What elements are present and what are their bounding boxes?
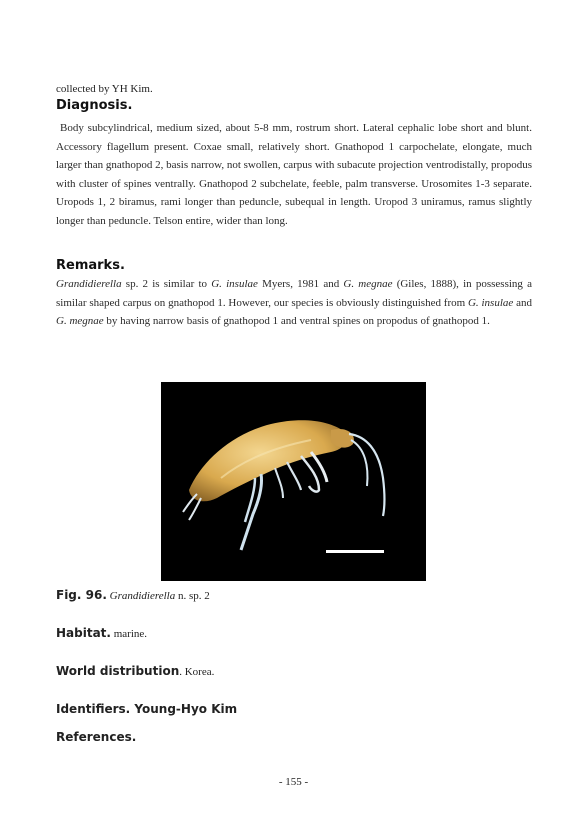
remarks-text-5: by having narrow basis of gnathopod 1 and ventral spines on propodus of gnathopod 1. — [103, 315, 490, 328]
identifiers-line — [56, 702, 237, 716]
distribution-line — [56, 664, 214, 678]
figure-caption-rest: n. sp. 2 — [175, 590, 210, 602]
species-name: G. insulae — [467, 296, 514, 309]
remarks-heading: Remarks. — [56, 258, 125, 273]
references-label: References. — [56, 730, 137, 744]
identifiers-label: Identifiers. Young-Hyo Kim — [56, 702, 238, 716]
diagnosis-heading: Diagnosis. — [56, 98, 133, 113]
amphipod-illustration — [161, 382, 426, 581]
page-number: - 155 - — [278, 776, 309, 788]
diagnosis-paragraph: Body subcylindrical, medium sized, about 5-8 mm, rostrum short. Lateral cephalic lobe short and blunt. Accessory flagellum present. Coxae small, relatively short. Gnathopod 1 carpochelate, elongate, much larger than gnathopod 2, basis narrow, not swollen, carpus with subacute projection ventrodistally, propodus with cluster of spines ventrally. Gnathopod 2 subchelate, feeble, palm transverse. Urosomites 1-3 separate. Uropods 1, 2 biramus, rami longer than peduncle, subequal in length. Uropod 3 uniramus, ramus slightly longer than peduncle. Telson entire, wider than long. — [56, 122, 532, 227]
remarks-paragraph — [56, 275, 532, 331]
species-name: G. insulae — [211, 278, 258, 290]
habitat-line — [56, 626, 147, 640]
references-line — [56, 730, 136, 744]
collected-by-line: collected by YH Kim. — [56, 83, 153, 95]
genus-name: Grandidierella — [56, 278, 122, 290]
habitat-label: Habitat. — [56, 626, 111, 640]
distribution-label: World distribution — [56, 664, 180, 678]
scale-bar — [326, 550, 384, 553]
remarks-text-1: sp. 2 is similar to — [121, 278, 212, 290]
figure-genus: Grandidierella — [109, 590, 176, 602]
remarks-text-3: (Giles, 1888), in possessing a similar shaped carpus on gnathopod 1. However, our species is obviously distinguished from — [56, 278, 532, 309]
species-name: G. megnae — [56, 315, 104, 328]
species-name: G. megnae — [343, 278, 393, 290]
figure-caption — [56, 588, 210, 602]
remarks-text-2: Myers, 1981 and — [257, 278, 344, 290]
remarks-text-4: and — [513, 296, 532, 309]
amphipod-photograph — [161, 382, 426, 581]
figure-label: Fig. 96. — [56, 588, 107, 602]
distribution-value: . Korea. — [179, 666, 215, 678]
habitat-value: marine. — [110, 628, 148, 640]
